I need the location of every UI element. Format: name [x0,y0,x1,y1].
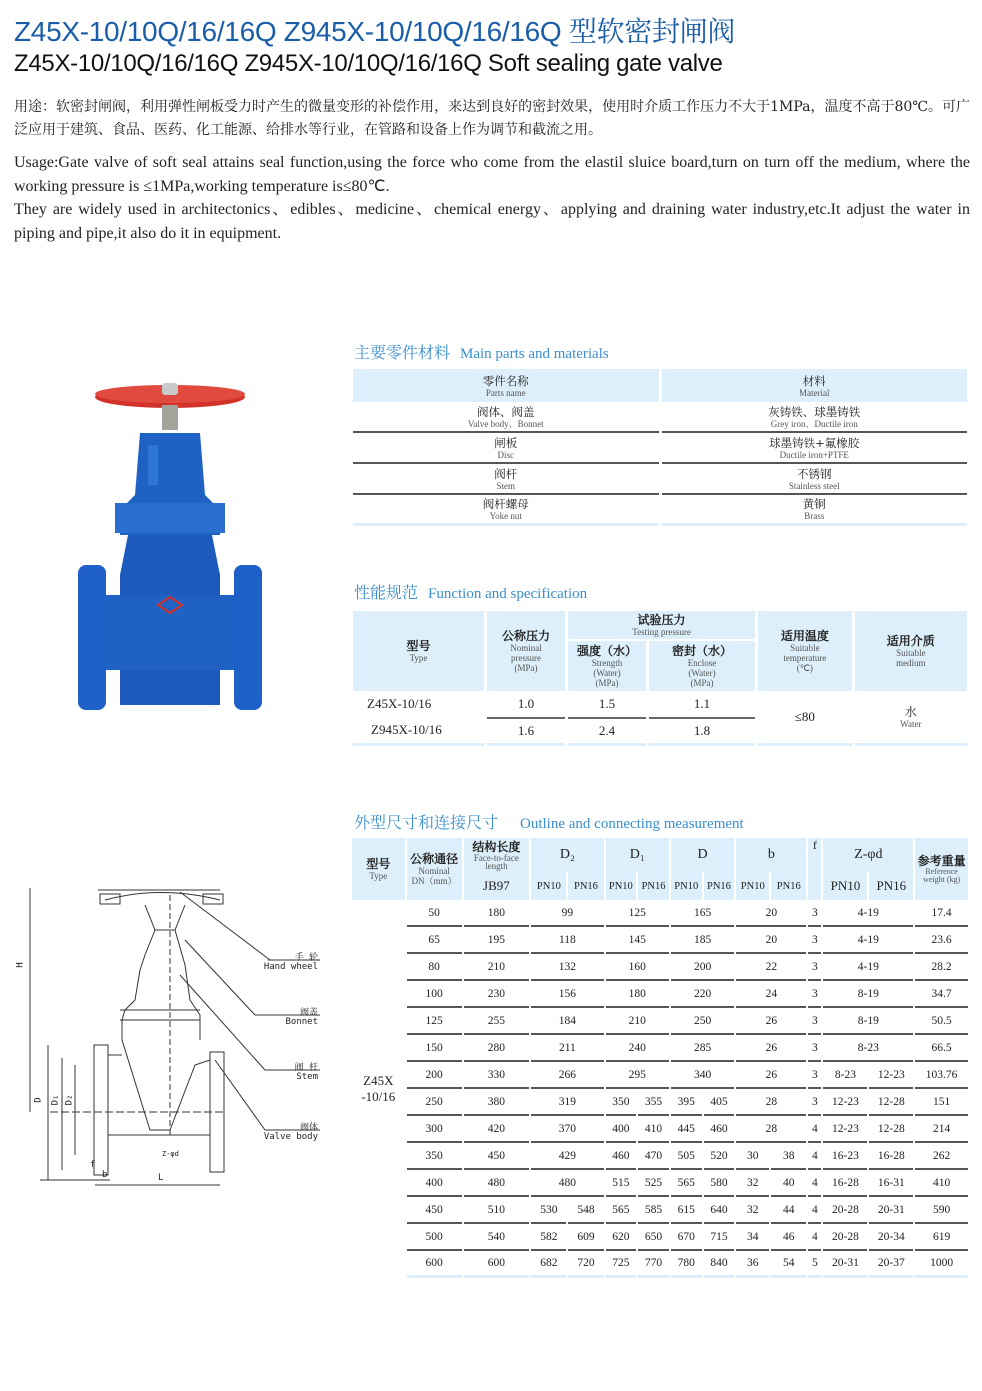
meas-length-cell: 510 [464,1197,530,1224]
meas-d1-pn10-cell: 725 [606,1251,637,1278]
meas-f-cell: 4 [808,1197,821,1224]
description-en [14,151,970,245]
meas-d2-pn10-cell: 582 [531,1224,566,1251]
meas-d2-cell: 266 [531,1062,603,1089]
meas-f-cell: 4 [808,1143,821,1170]
meas-zd-pn16-cell: 12-23 [869,1062,913,1089]
dim-d2-label: D₂ [64,1094,75,1106]
meas-d2-pn10-cell: 682 [531,1251,566,1278]
meas-header-b-pn16: PN16 [771,872,806,900]
meas-d-pn16-cell: 520 [704,1143,735,1170]
parts-section-title [354,340,609,363]
stem-label-cn: 阀 杆 [294,1063,318,1073]
func-header-type: 型号 Type [353,611,484,691]
meas-length-cell: 230 [464,981,530,1008]
meas-length-cell: 330 [464,1062,530,1089]
meas-weight-cell: 17.4 [915,900,968,927]
meas-dn-cell: 450 [407,1197,462,1224]
meas-header-length: 结构长度 Face-to-face length [464,838,530,872]
meas-dn-cell: 250 [407,1089,462,1116]
meas-b-pn10-cell: 36 [736,1251,769,1278]
meas-zd-pn10-cell: 16-28 [823,1170,867,1197]
meas-dn-cell: 80 [407,954,462,981]
meas-d2-cell: 118 [531,927,603,954]
meas-d-pn10-cell: 445 [671,1116,702,1143]
meas-weight-cell: 590 [915,1197,968,1224]
material-cell-en: Grey iron、Ductile iron [770,418,858,429]
meas-type-cell [352,900,405,1278]
func-row [353,691,967,719]
meas-b-pn16-cell: 40 [771,1170,806,1197]
parts-row [353,495,967,526]
meas-f-cell: 3 [808,900,821,927]
material-cell [662,433,968,464]
meas-row [352,1143,968,1170]
parts-name-cell [353,464,659,495]
meas-type-label-2: -10/16 [361,1089,396,1104]
meas-dn-cell: 65 [407,927,462,954]
meas-zd-pn10-cell: 20-31 [823,1251,867,1278]
body-label-en: Valve body [263,1132,318,1142]
meas-f-cell: 3 [808,1089,821,1116]
meas-zd-pn10-cell: 12-23 [823,1089,867,1116]
meas-zd-pn16-cell: 16-31 [869,1170,913,1197]
meas-length-cell: 180 [464,900,530,927]
meas-b-cell: 22 [736,954,806,981]
meas-d-cell: 185 [671,927,734,954]
meas-d-pn16-cell: 715 [704,1224,735,1251]
meas-d-pn10-cell: 615 [671,1197,702,1224]
func-strength-2: 2.4 [568,719,646,747]
parts-name-cell-en: Disc [497,449,514,460]
meas-b-pn10-cell: 32 [736,1170,769,1197]
meas-header-jb97: JB97 [464,872,530,900]
meas-zd-cell: 8-19 [823,1008,913,1035]
meas-d-pn10-cell: 505 [671,1143,702,1170]
meas-d2-pn16-cell: 609 [568,1224,603,1251]
parts-header-name: 零件名称 Parts name [353,369,659,402]
meas-weight-cell: 410 [915,1170,968,1197]
meas-b-pn16-cell: 46 [771,1224,806,1251]
function-title-cn: 性能规范 [354,583,419,602]
meas-header-zd: Z-φd [823,838,913,872]
meas-row [352,1035,968,1062]
meas-dn-cell: 50 [407,900,462,927]
meas-weight-cell: 103.76 [915,1062,968,1089]
material-cell-cn: 球墨铸铁+氟橡胶 [769,435,860,450]
meas-row [352,1251,968,1278]
meas-row [352,1062,968,1089]
meas-d1-pn10-cell: 400 [606,1116,637,1143]
meas-d-cell: 220 [671,981,734,1008]
meas-length-cell: 450 [464,1143,530,1170]
meas-d2-cell: 319 [531,1089,603,1116]
parts-row [353,402,967,433]
func-type-1: Z45X-10/16 [367,696,432,711]
body-label-cn: 阀体 [299,1123,318,1133]
meas-d2-cell: 99 [531,900,603,927]
meas-dn-cell: 100 [407,981,462,1008]
meas-d1-pn10-cell: 620 [606,1224,637,1251]
stem-label-en: Stem [296,1072,318,1082]
meas-weight-cell: 28.2 [915,954,968,981]
meas-d1-pn16-cell: 355 [638,1089,669,1116]
meas-f-cell: 4 [808,1116,821,1143]
meas-weight-cell: 262 [915,1143,968,1170]
meas-row [352,981,968,1008]
valve-technical-drawing [10,880,340,1200]
meas-zd-cell: 4-19 [823,927,913,954]
meas-header-b: b [736,838,806,872]
dim-l-label: L [158,1173,164,1183]
meas-header-zd-pn16: PN16 [869,872,913,900]
function-spec-table [350,611,970,746]
meas-d-pn16-cell: 640 [704,1197,735,1224]
meas-d-pn16-cell: 840 [704,1251,735,1278]
meas-f-cell: 5 [808,1251,821,1278]
meas-row [352,1008,968,1035]
meas-b-pn10-cell: 34 [736,1224,769,1251]
meas-b-cell: 28 [736,1116,806,1143]
meas-d1-pn10-cell: 350 [606,1089,637,1116]
meas-row [352,1089,968,1116]
material-cell-cn: 不锈钢 [797,466,832,481]
meas-length-cell: 255 [464,1008,530,1035]
meas-d2-cell: 429 [531,1143,603,1170]
meas-header-d2-pn10: PN10 [531,872,566,900]
meas-zd-pn16-cell: 20-37 [869,1251,913,1278]
meas-f-cell: 3 [808,954,821,981]
func-temperature: ≤80 [758,691,852,746]
page-title-en: Z45X-10/10Q/16/16Q Z945X-10/10Q/16/16Q Soft sealing gate valve [14,50,723,77]
meas-header-d1-pn10: PN10 [606,872,637,900]
parts-name-cell [353,433,659,464]
meas-d-cell: 165 [671,900,734,927]
meas-zd-pn16-cell: 20-31 [869,1197,913,1224]
parts-name-cell-cn: 阀杆螺母 [482,497,529,511]
hand-wheel-label-en: Hand wheel [263,962,318,972]
meas-length-cell: 210 [464,954,530,981]
meas-length-cell: 195 [464,927,530,954]
dim-b-label: b [102,1170,108,1180]
meas-d1-pn10-cell: 460 [606,1143,637,1170]
material-cell [662,464,968,495]
meas-row [352,1170,968,1197]
meas-zd-pn16-cell: 16-28 [869,1143,913,1170]
meas-zd-pn16-cell: 12-28 [869,1116,913,1143]
description-en-applications: They are widely used in architectonics、edibles、medicine、chemical energy、applying and draining water industry,etc.It adjust the water in piping and pipe,it also do it in equipment. [14,201,970,242]
function-section-title [354,580,587,603]
meas-row [352,1116,968,1143]
func-header-nominal: 公称压力 Nominal pressure (MPa) [487,611,565,691]
meas-header-weight: 参考重量 Reference weight (kg) [915,838,968,900]
material-cell-en: Brass [804,511,825,521]
meas-header-d-pn16: PN16 [704,872,735,900]
measurement-table [350,838,970,1278]
meas-b-pn16-cell: 38 [771,1143,806,1170]
meas-d-pn10-cell: 395 [671,1089,702,1116]
dim-d1-label: D₁ [50,1094,61,1106]
parts-row [353,433,967,464]
measurement-title-cn: 外型尺寸和连接尺寸 [354,813,499,832]
meas-b-cell: 20 [736,900,806,927]
func-header-medium: 适用介质 Suitable medium [855,611,967,691]
meas-d1-cell: 180 [606,981,669,1008]
meas-d1-pn10-cell: 565 [606,1197,637,1224]
meas-row [352,1224,968,1251]
meas-d-cell: 200 [671,954,734,981]
meas-d-pn16-cell: 460 [704,1116,735,1143]
hand-wheel-label-cn: 手 轮 [294,953,318,963]
dim-h-label: H [15,962,26,968]
parts-name-cell-cn: 闸板 [494,435,518,450]
func-type-cell [353,691,484,746]
meas-row [352,900,968,927]
meas-header-f: f [808,838,821,872]
meas-length-cell: 420 [464,1116,530,1143]
dim-f-label: f [90,1160,96,1170]
parts-name-cell-en: Yoke nut [489,511,522,521]
meas-d2-cell: 156 [531,981,603,1008]
meas-d2-cell: 370 [531,1116,603,1143]
meas-zd-cell: 4-19 [823,954,913,981]
meas-weight-cell: 50.5 [915,1008,968,1035]
meas-d-cell: 340 [671,1062,734,1089]
meas-header-d1-pn16: PN16 [638,872,669,900]
meas-length-cell: 280 [464,1035,530,1062]
meas-d-pn10-cell: 780 [671,1251,702,1278]
func-medium [855,691,967,746]
meas-length-cell: 540 [464,1224,530,1251]
material-cell [662,495,968,526]
func-strength-1: 1.5 [568,691,646,719]
meas-d-pn10-cell: 565 [671,1170,702,1197]
meas-f-cell: 3 [808,1062,821,1089]
meas-d-pn16-cell: 580 [704,1170,735,1197]
meas-header-zd-pn10: PN10 [823,872,867,900]
valve-photo [70,375,270,725]
description-cn: 用途：软密封闸阀，利用弹性闸板受力时产生的微量变形的补偿作用，来达到良好的密封效果，使用时介质工作压力不大于1MPa，温度不高于80℃。可广泛应用于建筑、食品、医药、化工能源、给排水等行业，在管路和设备上作为调节和截流之用。 [14,99,970,138]
meas-d2-cell: 480 [531,1170,603,1197]
parts-materials-table [350,369,970,526]
meas-d1-pn10-cell: 515 [606,1170,637,1197]
meas-b-cell: 20 [736,927,806,954]
meas-dn-cell: 125 [407,1008,462,1035]
meas-d2-cell: 132 [531,954,603,981]
hand-wheel-icon [95,383,245,408]
meas-row [352,927,968,954]
func-nominal-1: 1.0 [487,691,565,719]
func-enclose-2: 1.8 [649,719,755,747]
meas-length-cell: 480 [464,1170,530,1197]
meas-weight-cell: 23.6 [915,927,968,954]
meas-d1-cell: 160 [606,954,669,981]
meas-b-pn10-cell: 32 [736,1197,769,1224]
meas-weight-cell: 1000 [915,1251,968,1278]
meas-b-pn10-cell: 30 [736,1143,769,1170]
meas-dn-cell: 350 [407,1143,462,1170]
parts-row [353,464,967,495]
meas-d1-cell: 125 [606,900,669,927]
meas-f-cell: 3 [808,1008,821,1035]
func-type-2: Z945X-10/16 [371,722,442,737]
meas-d1-pn16-cell: 650 [638,1224,669,1251]
meas-header-d: D [671,838,734,872]
meas-weight-cell: 151 [915,1089,968,1116]
meas-length-cell: 600 [464,1251,530,1278]
meas-d1-pn16-cell: 410 [638,1116,669,1143]
meas-zd-pn16-cell: 12-28 [869,1089,913,1116]
meas-header-d1: D₁ [606,838,669,872]
func-header-strength: 强度（水） Strength (Water) (MPa) [568,641,646,691]
measurement-title-en: Outline and connecting measurement [520,816,744,832]
bonnet-label-en: Bonnet [285,1017,318,1027]
meas-length-cell: 380 [464,1089,530,1116]
meas-row [352,954,968,981]
material-cell-en: Stainless steel [788,480,840,491]
meas-d1-cell: 145 [606,927,669,954]
meas-f-cell: 4 [808,1170,821,1197]
parts-title-cn: 主要零件材料 [354,343,451,362]
meas-zd-cell: 4-19 [823,900,913,927]
meas-row [352,1197,968,1224]
meas-dn-cell: 150 [407,1035,462,1062]
meas-zd-pn10-cell: 16-23 [823,1143,867,1170]
func-nominal-2: 1.6 [487,719,565,747]
material-cell [662,402,968,433]
meas-header-d2: D₂ [531,838,603,872]
meas-f-cell: 4 [808,1224,821,1251]
meas-d1-cell: 240 [606,1035,669,1062]
meas-d1-pn16-cell: 525 [638,1170,669,1197]
meas-dn-cell: 400 [407,1170,462,1197]
meas-d-pn16-cell: 405 [704,1089,735,1116]
meas-header-d-pn10: PN10 [671,872,702,900]
meas-dn-cell: 200 [407,1062,462,1089]
meas-f-cell: 3 [808,927,821,954]
page-title-cn: Z45X-10/10Q/16/16Q Z945X-10/10Q/16/16Q 型软密封闸阀 [14,16,736,47]
meas-b-cell: 24 [736,981,806,1008]
measurement-section-title [354,810,744,833]
parts-title-en: Main parts and materials [460,346,609,362]
meas-d2-pn16-cell: 548 [568,1197,603,1224]
parts-header-material: 材料 Material [662,369,968,402]
meas-b-cell: 26 [736,1062,806,1089]
meas-zd-cell: 8-23 [823,1035,913,1062]
meas-zd-pn10-cell: 20-28 [823,1224,867,1251]
meas-d2-cell: 211 [531,1035,603,1062]
func-enclose-1: 1.1 [649,691,755,719]
meas-header-d2-pn16: PN16 [568,872,603,900]
parts-name-cell-en: Stem [496,480,515,491]
parts-name-cell-cn: 阀杆 [494,466,518,481]
meas-d1-pn16-cell: 770 [638,1251,669,1278]
meas-weight-cell: 619 [915,1224,968,1251]
dim-d-label: D [33,1097,44,1103]
meas-zd-cell: 8-19 [823,981,913,1008]
meas-weight-cell: 66.5 [915,1035,968,1062]
meas-dn-cell: 300 [407,1116,462,1143]
func-medium-cn: 水 [904,705,917,719]
meas-zd-pn10-cell: 12-23 [823,1116,867,1143]
meas-b-cell: 28 [736,1089,806,1116]
material-cell-cn: 灰铸铁、球墨铸铁 [768,404,861,419]
meas-d1-cell: 210 [606,1008,669,1035]
meas-zd-pn16-cell: 20-34 [869,1224,913,1251]
bonnet-label-cn: 阀盖 [299,1008,318,1018]
meas-header-b-pn10: PN10 [736,872,769,900]
meas-d-cell: 285 [671,1035,734,1062]
meas-zd-pn10-cell: 20-28 [823,1197,867,1224]
meas-f-cell: 3 [808,981,821,1008]
meas-f-cell: 3 [808,1035,821,1062]
meas-header-type: 型号 Type [352,838,405,900]
description-en-usage: Usage:Gate valve of soft seal attains seal function,using the force who come from the elastil sluice board,turn on turn off the medium, where the working pressure is ≤1MPa,working temperature is≤80℃. [14,154,970,195]
material-cell-en: Ductile iron+PTFE [779,449,849,460]
func-header-temp: 适用温度 Suitable temperature (℃) [758,611,852,691]
meas-weight-cell: 34.7 [915,981,968,1008]
meas-d-pn10-cell: 670 [671,1224,702,1251]
meas-d2-pn16-cell: 720 [568,1251,603,1278]
meas-type-label-1: Z45X [363,1073,394,1088]
func-header-testing: 试验压力 Testing pressure [568,611,755,641]
meas-dn-cell: 600 [407,1251,462,1278]
meas-header-dn: 公称通径 Nominal DN（mm） [407,838,462,900]
meas-b-pn16-cell: 44 [771,1197,806,1224]
parts-name-cell [353,402,659,433]
meas-header-f-blank [808,872,821,900]
meas-b-cell: 26 [736,1008,806,1035]
func-header-enclose: 密封（水） Enclose (Water) (MPa) [649,641,755,691]
meas-zd-pn10-cell: 8-23 [823,1062,867,1089]
func-medium-en: Water [900,719,922,729]
meas-d2-cell: 184 [531,1008,603,1035]
meas-d1-pn16-cell: 470 [638,1143,669,1170]
meas-dn-cell: 500 [407,1224,462,1251]
meas-b-cell: 26 [736,1035,806,1062]
dim-zd-label: Z-φd [162,1150,179,1158]
parts-name-cell [353,495,659,526]
meas-d-cell: 250 [671,1008,734,1035]
material-cell-cn: 黄铜 [802,497,826,511]
meas-d2-pn10-cell: 530 [531,1197,566,1224]
parts-name-cell-en: Valve body、Bonnet [467,418,544,429]
function-title-en: Function and specification [428,586,588,602]
meas-d1-cell: 295 [606,1062,669,1089]
meas-weight-cell: 214 [915,1116,968,1143]
parts-name-cell-cn: 阀体、阀盖 [477,404,535,419]
meas-d1-pn16-cell: 585 [638,1197,669,1224]
meas-b-pn16-cell: 54 [771,1251,806,1278]
